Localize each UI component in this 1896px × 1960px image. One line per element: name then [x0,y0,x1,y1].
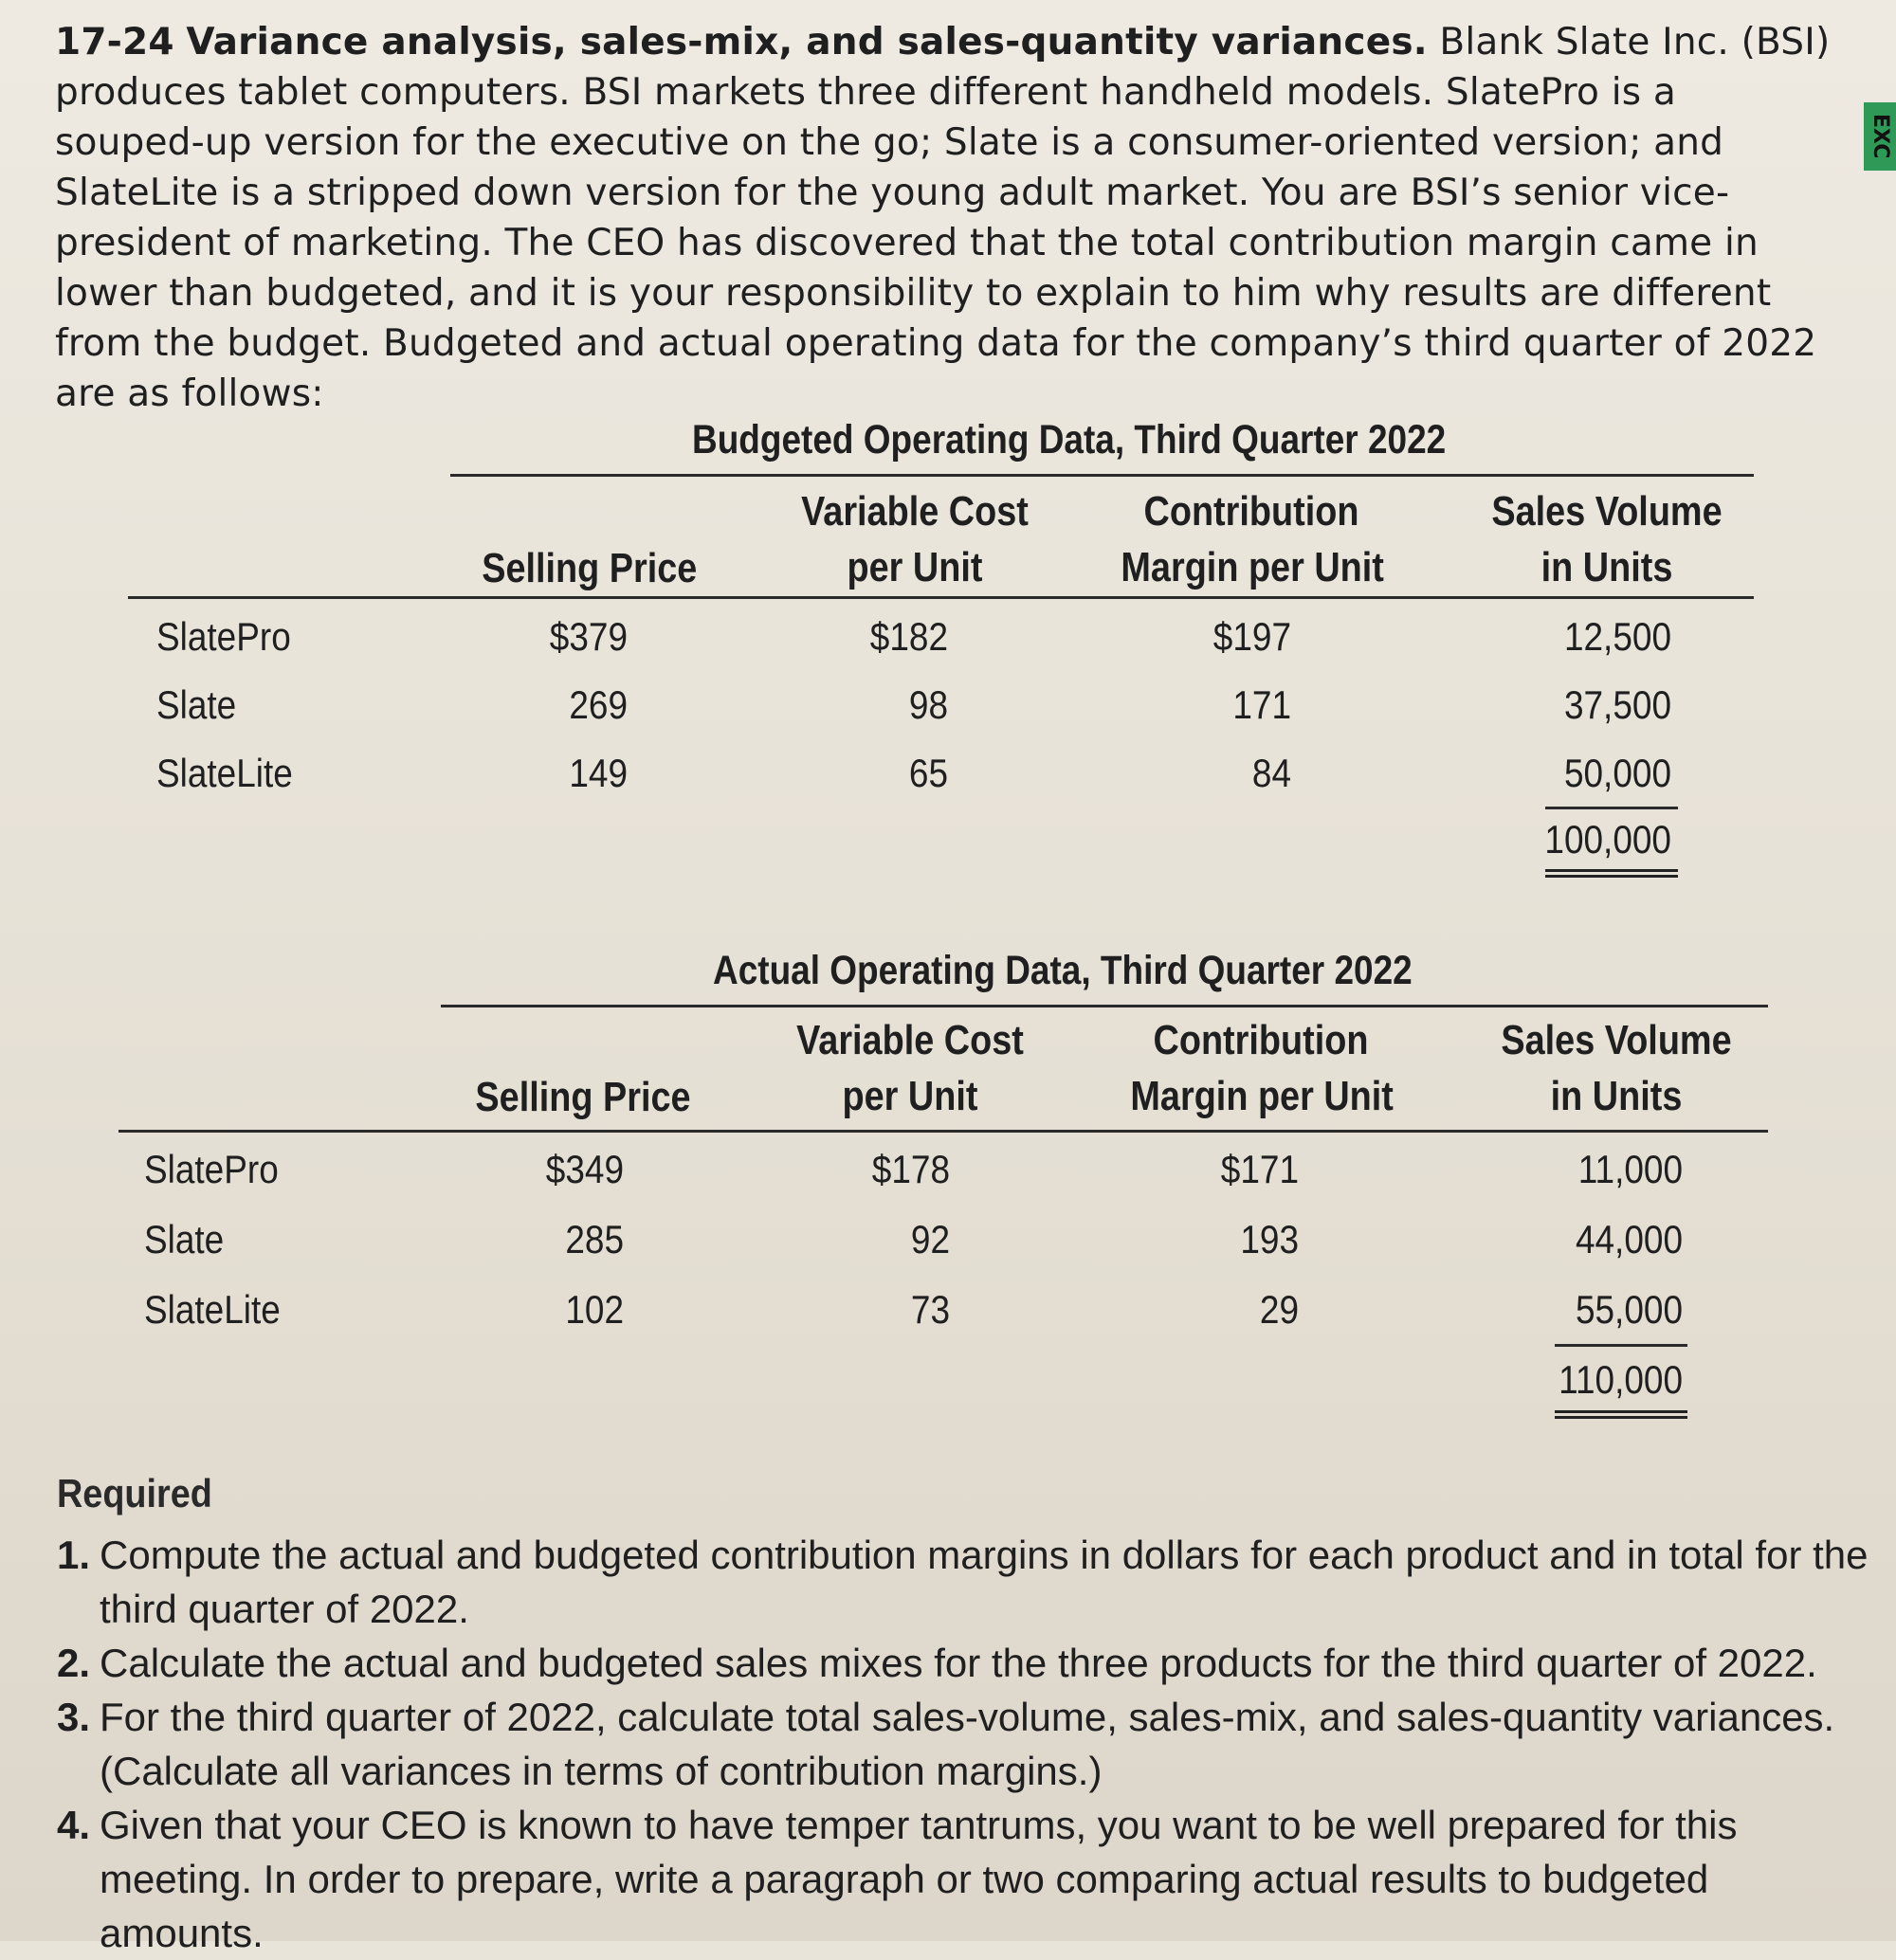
problem-number: 17-24 [55,21,174,64]
actual-header-price: Selling Price [475,1074,691,1120]
actual-header-vol-2: in Units [1550,1073,1683,1119]
item-text: Compute the actual and budgeted contribution margins in dollars for each product and in total for the third quarter of 2022. [100,1533,1869,1631]
row-product: SlatePro [156,614,291,659]
actual-header-cm-2: Margin per Unit [1130,1073,1394,1119]
row-product: Slate [156,682,237,727]
item-text: Given that your CEO is known to have temper tantrums, you want to be well prepared for this meeting. In order to prepare, write a paragraph or two comparing actual results to budgeted amounts. [100,1803,1738,1955]
budgeted-top-rule [450,474,1754,477]
item-text: Calculate the actual and budgeted sales mixes for the three products for the third quarter of 2022. [100,1641,1817,1685]
side-tab: EXC [1864,102,1896,171]
budgeted-header-vol-1: Sales Volume [1491,488,1723,535]
row-cm: 84 [1251,751,1291,795]
row-volume: 55,000 [1575,1287,1683,1332]
row-varcost: 73 [910,1287,950,1332]
budgeted-header-varcost-2: per Unit [847,544,983,590]
actual-table-title: Actual Operating Data, Third Quarter 2022 [713,948,1413,993]
row-price: 102 [565,1287,624,1332]
row-volume: 50,000 [1563,751,1671,795]
actual-header-varcost-2: per Unit [842,1073,978,1119]
row-product: Slate [144,1217,225,1261]
list-item [57,1690,1877,1798]
budgeted-total-double-rule [1545,869,1678,878]
row-price: 149 [569,751,628,795]
item-text: For the third quarter of 2022, calculate total sales-volume, sales-mix, and sales-quantity variances. (Calculate all variances in terms of contribution margins.) [100,1695,1835,1793]
actual-total-volume: 110,000 [1559,1357,1683,1402]
required-list [57,1528,1877,1960]
row-cm: $171 [1220,1147,1299,1191]
budgeted-header-price: Selling Price [482,545,698,591]
item-number: 1. [57,1533,91,1577]
row-cm: 29 [1259,1287,1299,1332]
problem-heading: Variance analysis, sales-mix, and sales-quantity variances. [186,21,1428,64]
list-item [57,1798,1877,1960]
row-cm: 193 [1240,1217,1299,1261]
row-price: $379 [549,614,628,659]
list-item [57,1528,1877,1636]
actual-header-rule [118,1130,1768,1133]
actual-header-varcost-1: Variable Cost [796,1017,1024,1063]
required-heading: Required [57,1471,212,1515]
budgeted-header-vol-2: in Units [1540,544,1673,590]
budgeted-header-rule [128,596,1754,599]
actual-top-rule [441,1005,1768,1007]
item-number: 2. [57,1641,91,1685]
row-product: SlateLite [144,1287,281,1332]
row-cm: $197 [1212,614,1291,659]
budgeted-header-cm-1: Contribution [1143,488,1359,535]
row-product: SlatePro [144,1147,279,1191]
row-varcost: $182 [869,614,948,659]
row-volume: 12,500 [1563,614,1671,659]
row-product: SlateLite [156,751,293,795]
item-number: 3. [57,1695,91,1739]
row-volume: 44,000 [1575,1217,1683,1261]
actual-header-cm-1: Contribution [1153,1017,1369,1063]
row-volume: 11,000 [1577,1147,1683,1191]
problem-intro [55,17,1837,419]
budgeted-header-varcost-1: Variable Cost [801,488,1029,535]
row-varcost: $178 [871,1147,950,1191]
budgeted-header-cm-2: Margin per Unit [1121,544,1384,590]
row-cm: 171 [1232,682,1291,727]
row-price: $349 [545,1147,624,1191]
budgeted-total-volume: 100,000 [1544,817,1671,862]
actual-subtotal-rule [1555,1344,1687,1347]
row-price: 285 [565,1217,624,1261]
actual-total-double-rule [1555,1410,1687,1419]
row-price: 269 [569,682,628,727]
budgeted-table-title: Budgeted Operating Data, Third Quarter 2022 [692,417,1447,463]
row-varcost: 98 [908,682,948,727]
row-varcost: 92 [910,1217,950,1261]
row-volume: 37,500 [1563,682,1671,727]
item-number: 4. [57,1803,91,1847]
problem-body: Blank Slate Inc. (BSI) produces tablet computers. BSI markets three different handheld models. SlatePro is a souped-up version for the executive on the go; Slate is a consumer-oriented version; and SlateLite is a stripped down version for the young adult market. You are BSI’s senior vice-president of marketing. The CEO has discovered that the total contribution margin came in lower than budgeted, and it is your responsibility to explain to him why results are different from the budget. Budgeted and actual operating data for the company’s third quarter of 2022 are as follows: [55,21,1831,415]
row-varcost: 65 [908,751,948,795]
budgeted-subtotal-rule [1545,807,1678,809]
list-item [57,1636,1877,1690]
actual-header-vol-1: Sales Volume [1501,1017,1732,1063]
